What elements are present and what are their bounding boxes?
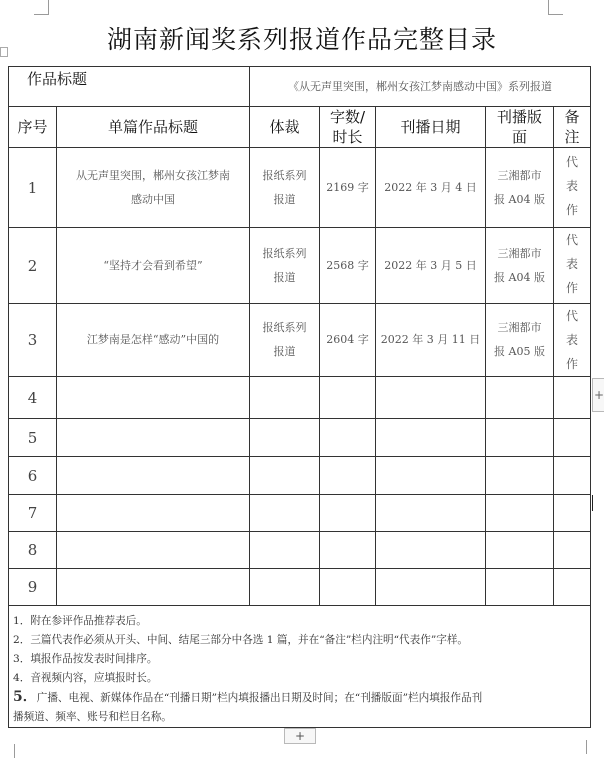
crop-mark-bottom-right	[586, 740, 601, 754]
header-remark-line2: 注	[564, 128, 580, 146]
work-title-row	[9, 67, 591, 107]
row-remark-1: 代	[566, 233, 579, 247]
header-remark	[554, 107, 591, 148]
empty-cell[interactable]	[554, 457, 591, 495]
table-row	[9, 148, 591, 228]
header-length-line2: 时长	[332, 128, 363, 146]
header-page-line2: 面	[512, 128, 528, 146]
empty-cell[interactable]	[320, 419, 376, 457]
header-page-line1: 刊播版	[497, 108, 543, 126]
row-seq: 7	[9, 495, 57, 532]
row-remark-cell[interactable]	[554, 228, 591, 304]
table-row	[9, 495, 591, 532]
header-genre: 体裁	[250, 107, 320, 148]
notes-row	[9, 606, 591, 728]
empty-cell[interactable]	[554, 377, 591, 419]
empty-cell[interactable]	[57, 377, 250, 419]
row-page-line1: 三湘都市	[497, 246, 542, 260]
table-row	[9, 304, 591, 377]
empty-cell[interactable]	[250, 569, 320, 606]
row-remark-2: 表	[566, 257, 579, 271]
empty-cell[interactable]	[376, 532, 486, 569]
empty-cell[interactable]	[320, 569, 376, 606]
add-row-button[interactable]: +	[284, 728, 316, 744]
add-column-button[interactable]: +	[592, 378, 604, 412]
empty-cell[interactable]	[376, 377, 486, 419]
empty-cell[interactable]	[57, 569, 250, 606]
row-length[interactable]: 2604 字	[320, 304, 376, 377]
row-seq: 9	[9, 569, 57, 606]
row-date[interactable]: 2022 年 3 月 11 日	[376, 304, 486, 377]
crop-mark-top-left	[34, 0, 49, 15]
work-title-label-cell	[9, 67, 250, 107]
row-remark-3: 作	[566, 281, 579, 295]
work-title-label: 作品标题	[27, 70, 88, 88]
row-seq: 8	[9, 532, 57, 569]
empty-cell[interactable]	[320, 532, 376, 569]
row-title-line1: “坚持才会看到希望”	[103, 258, 203, 272]
empty-cell[interactable]	[250, 532, 320, 569]
header-page	[486, 107, 554, 148]
empty-cell[interactable]	[250, 495, 320, 532]
header-remark-line1: 备	[564, 108, 580, 126]
empty-cell[interactable]	[376, 495, 486, 532]
row-page-line2: 报 A04 版	[494, 192, 545, 206]
row-genre-line2: 报道	[273, 270, 296, 284]
table-row	[9, 377, 591, 419]
empty-cell[interactable]	[320, 457, 376, 495]
row-remark-3: 作	[566, 357, 579, 371]
row-page-cell[interactable]	[486, 228, 554, 304]
empty-cell[interactable]	[376, 569, 486, 606]
row-seq: 6	[9, 457, 57, 495]
row-remark-3: 作	[566, 203, 579, 217]
table-row	[9, 457, 591, 495]
row-genre-line2: 报道	[273, 345, 296, 358]
row-length[interactable]: 2568 字	[320, 228, 376, 304]
table-row	[9, 532, 591, 569]
row-remark-cell[interactable]	[554, 148, 591, 228]
empty-cell[interactable]	[57, 532, 250, 569]
row-title-cell[interactable]	[57, 304, 250, 377]
row-date[interactable]: 2022 年 3 月 5 日	[376, 228, 486, 304]
table-row	[9, 419, 591, 457]
header-length	[320, 107, 376, 148]
empty-cell[interactable]	[486, 419, 554, 457]
table-row	[9, 569, 591, 606]
empty-cell[interactable]	[486, 377, 554, 419]
crop-mark-bottom-left	[0, 744, 15, 758]
note-5-text: 广播、电视、新媒体作品在“刊播日期”栏内填报播出日期及时间；在“刊播版面”栏内填报作品刊	[36, 692, 483, 704]
row-title-line2: 感动中国	[131, 192, 175, 206]
header-piece-title: 单篇作品标题	[57, 107, 250, 148]
row-seq: 1	[9, 148, 57, 228]
header-row	[9, 107, 591, 148]
empty-cell[interactable]	[486, 532, 554, 569]
crop-mark-top-right	[548, 0, 563, 15]
row-seq: 4	[9, 377, 57, 419]
row-genre-cell[interactable]	[250, 304, 320, 377]
empty-cell[interactable]	[486, 457, 554, 495]
empty-cell[interactable]	[554, 419, 591, 457]
row-title-line1: 江梦南是怎样“感动”中国的	[86, 333, 220, 346]
row-page-line2: 报 A05 版	[494, 345, 545, 358]
row-genre-line1: 报纸系列	[262, 246, 307, 260]
header-date: 刊播日期	[376, 107, 486, 148]
row-remark-2: 表	[566, 179, 579, 193]
work-title-value: 《从无声里突围，郴州女孩江梦南感动中国》系列报道	[288, 79, 553, 93]
empty-cell[interactable]	[57, 457, 250, 495]
empty-cell[interactable]	[486, 569, 554, 606]
empty-cell[interactable]	[57, 495, 250, 532]
document-title: 湖南新闻奖系列报道作品完整目录	[106, 25, 497, 54]
header-seq: 序号	[9, 107, 57, 148]
row-genre-line1: 报纸系列	[262, 321, 307, 334]
empty-cell[interactable]	[320, 495, 376, 532]
empty-cell[interactable]	[320, 377, 376, 419]
work-title-value-cell[interactable]	[250, 67, 591, 107]
row-remark-2: 表	[566, 333, 579, 347]
empty-cell[interactable]	[376, 457, 486, 495]
row-page-line1: 三湘都市	[497, 168, 542, 182]
empty-cell[interactable]	[486, 495, 554, 532]
row-remark-1: 代	[566, 155, 579, 169]
row-remark-cell[interactable]	[554, 304, 591, 377]
row-title-line1: 从无声里突围，郴州女孩江梦南	[76, 168, 230, 182]
empty-cell[interactable]	[57, 419, 250, 457]
row-remark-1: 代	[566, 309, 579, 323]
row-page-line1: 三湘都市	[497, 321, 542, 334]
empty-cell[interactable]	[554, 532, 591, 569]
row-genre-line1: 报纸系列	[262, 168, 307, 182]
row-page-cell[interactable]	[486, 304, 554, 377]
empty-cell[interactable]	[250, 419, 320, 457]
note-2: 2．三篇代表作必须从开头、中间、结尾三部分中各选 1 篇，并在“备注”栏内注明“代表作”字样。	[13, 634, 469, 646]
note-5-number: 5．	[13, 689, 37, 705]
header-length-line1: 字数/	[329, 108, 366, 126]
row-title-cell[interactable]	[57, 228, 250, 304]
row-genre-line2: 报道	[273, 192, 296, 206]
row-seq: 3	[9, 304, 57, 377]
note-1: 1．附在参评作品推荐表后。	[13, 615, 147, 627]
empty-cell[interactable]	[250, 377, 320, 419]
row-title-cell[interactable]	[57, 148, 250, 228]
works-table	[8, 66, 591, 728]
row-date[interactable]: 2022 年 3 月 4 日	[376, 148, 486, 228]
row-page-line2: 报 A04 版	[494, 270, 545, 284]
row-seq: 2	[9, 228, 57, 304]
note-5-line1	[13, 688, 586, 708]
row-page-cell[interactable]	[486, 148, 554, 228]
note-3: 3．填报作品按发表时间排序。	[13, 653, 158, 665]
table-row	[9, 228, 591, 304]
empty-cell[interactable]	[250, 457, 320, 495]
row-length[interactable]: 2169 字	[320, 148, 376, 228]
row-genre-cell[interactable]	[250, 228, 320, 304]
row-genre-cell[interactable]	[250, 148, 320, 228]
text-cursor	[592, 495, 593, 511]
empty-cell[interactable]	[554, 569, 591, 606]
note-4: 4．音视频内容，应填报时长。	[13, 672, 158, 684]
empty-cell[interactable]	[554, 495, 591, 532]
note-5-line2: 播频道、频率、账号和栏目名称。	[13, 711, 172, 723]
empty-cell[interactable]	[376, 419, 486, 457]
notes-cell[interactable]	[9, 606, 591, 728]
row-seq: 5	[9, 419, 57, 457]
